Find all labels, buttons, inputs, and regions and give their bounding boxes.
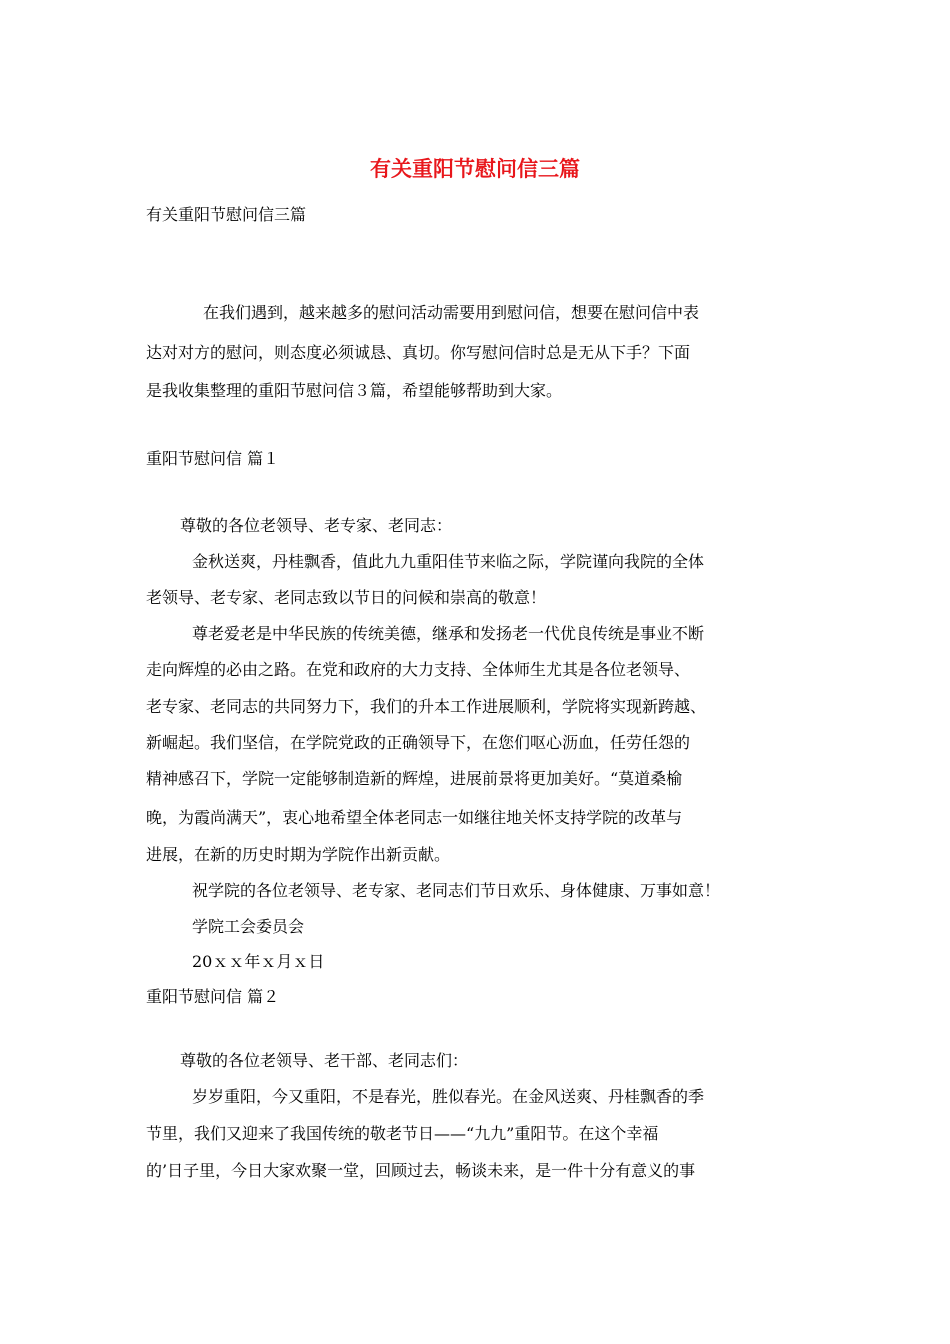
- letter1-heading: 重阳节慰问信 篇１: [146, 449, 280, 468]
- letter1-line: 进展，在新的历史时期为学院作出新贡献。: [146, 845, 451, 864]
- letter1-line: 精神感召下，学院一定能够制造新的辉煌，进展前景将更加美好。“莫道桑榆: [146, 769, 683, 788]
- letter1-line: 老领导、老专家、老同志致以节日的问候和崇高的敬意！: [146, 588, 547, 607]
- document-title: 有关重阳节慰问信三篇: [370, 156, 580, 181]
- letter2-heading: 重阳节慰问信 篇２: [146, 987, 280, 1006]
- intro-line: 是我收集整理的重阳节慰问信３篇，希望能够帮助到大家。: [146, 381, 563, 400]
- letter1-line: 走向辉煌的必由之路。在党和政府的大力支持、全体师生尤其是各位老领导、: [146, 660, 691, 679]
- letter2-line: 节里，我们又迎来了我国传统的敬老节日——“九九”重阳节。在这个幸福: [146, 1124, 659, 1143]
- letter1-line: 金秋送爽，丹桂飘香，值此九九重阳佳节来临之际，学院谨向我院的全体: [192, 552, 705, 571]
- intro-line: 在我们遇到，越来越多的慰问活动需要用到慰问信，想要在慰问信中表: [203, 303, 700, 322]
- letter2-salutation: 尊敬的各位老领导、老干部、老同志们：: [180, 1051, 469, 1070]
- letter1-date: 20ｘｘ年ｘ月ｘ日: [192, 952, 325, 971]
- letter1-line: 新崛起。我们坚信，在学院党政的正确领导下，在您们呕心沥血，任劳任怨的: [146, 733, 691, 752]
- letter1-salutation: 尊敬的各位老领导、老专家、老同志：: [180, 516, 453, 535]
- document-subtitle: 有关重阳节慰问信三篇: [146, 205, 307, 224]
- letter1-closing: 祝学院的各位老领导、老专家、老同志们节日欢乐、身体健康、万事如意！: [192, 881, 721, 900]
- letter1-line: 晚，为霞尚满天”，衷心地希望全体老同志一如继往地关怀支持学院的改革与: [146, 808, 683, 827]
- letter1-line: 老专家、老同志的共同努力下，我们的升本工作进展顺利，学院将实现新跨越、: [146, 697, 707, 716]
- letter1-line: 尊老爱老是中华民族的传统美德，继承和发扬老一代优良传统是事业不断: [192, 624, 705, 643]
- letter2-line: 岁岁重阳，今又重阳，不是春光，胜似春光。在金风送爽、丹桂飘香的季: [192, 1087, 705, 1106]
- letter2-line: 的’日子里，今日大家欢聚一堂，回顾过去，畅谈未来，是一件十分有意义的事: [146, 1161, 696, 1180]
- intro-line: 达对对方的慰问，则态度必须诚恳、真切。你写慰问信时总是无从下手？下面: [146, 343, 691, 362]
- letter1-signature: 学院工会委员会: [192, 917, 305, 936]
